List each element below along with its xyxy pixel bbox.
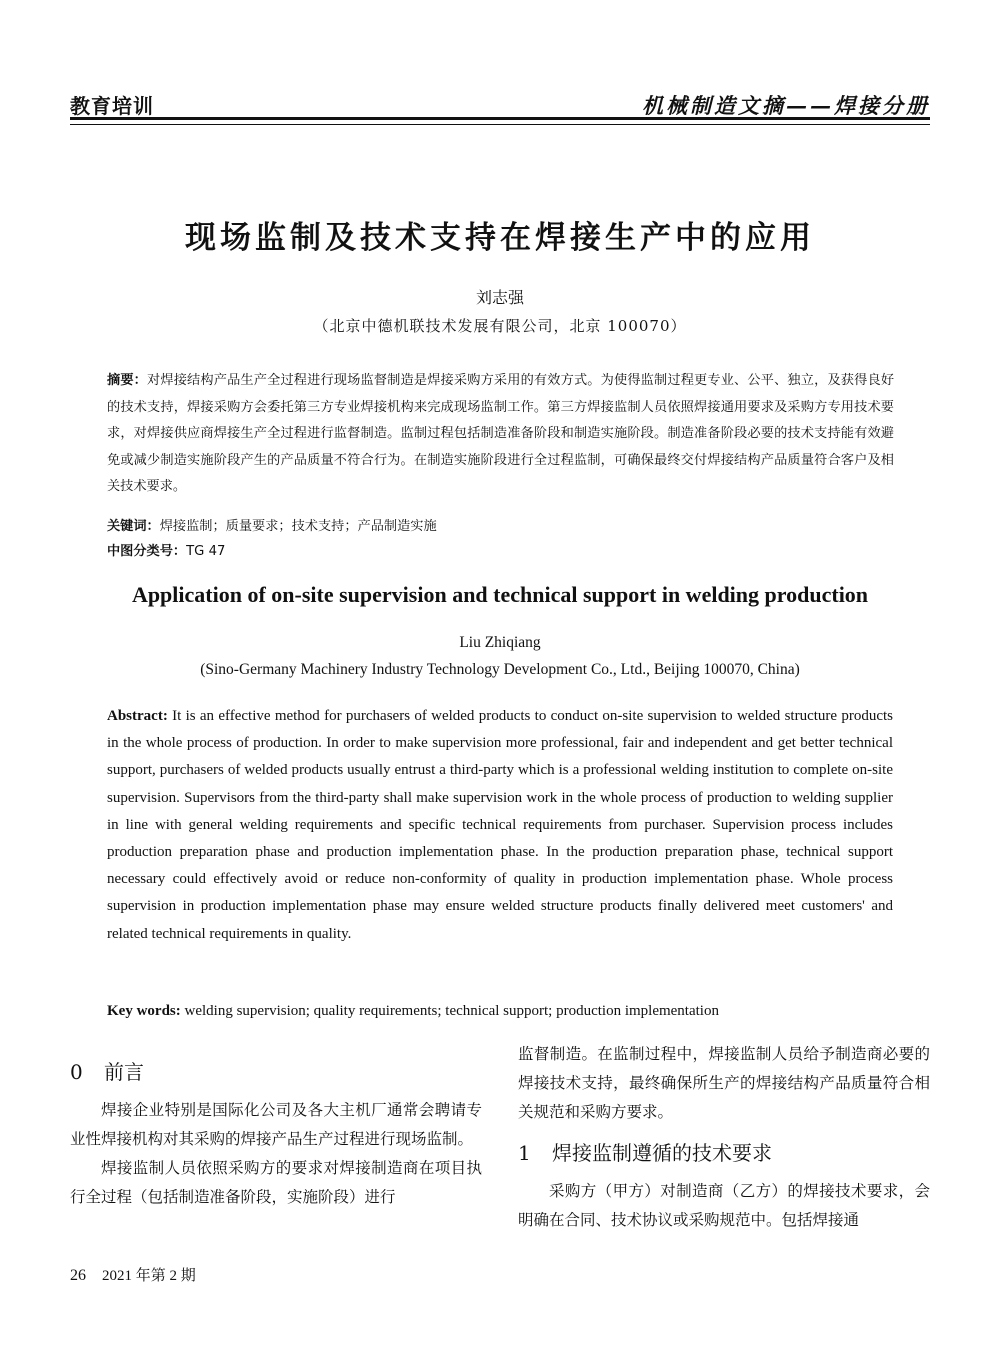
section-number: 0 — [70, 1060, 83, 1084]
page-number: 26 — [70, 1267, 86, 1284]
keywords-english-text: welding supervision; quality requirements; technical support; production implementation — [184, 1003, 719, 1019]
keywords-english — [107, 998, 893, 1024]
abstract-chinese-text: 对焊接结构产品生产全过程进行现场监督制造是焊接采购方采用的有效方式。为使得监制过程更专业、公平、独立，及获得良好的技术支持，焊接采购方会委托第三方专业焊接机构来完成现场监制工作。第三方焊接监制人员依照焊接通用要求及采购方专用技术要求，对焊接供应商焊接生产全过程进行监督制造。监制过程包括制造准备阶段和制造实施阶段。制造准备阶段必要的技术支持能有效避免或减少制造实施阶段产生的产品质量不符合行为。在制造实施阶段进行全过程监制，可确保最终交付焊接结构产品质量符合客户及相关技术要求。 — [107, 373, 895, 494]
issue-info: 2021 年第 2 期 — [102, 1268, 196, 1284]
affiliation-chinese: （北京中德机联技术发展有限公司，北京 100070） — [313, 317, 687, 335]
section-heading-0 — [70, 1052, 482, 1092]
section-title: 焊接监制遵循的技术要求 — [552, 1141, 772, 1165]
body-paragraph: 焊接监制人员依照采购方的要求对焊接制造商在项目执行全过程（包括制造准备阶段，实施阶段）进行 — [70, 1159, 482, 1206]
body-column-left — [70, 1052, 482, 1212]
abstract-chinese — [107, 368, 894, 501]
body-column-right — [518, 1040, 930, 1235]
title-chinese: 现场监制及技术支持在焊接生产中的应用 — [185, 220, 815, 256]
running-header — [70, 84, 930, 120]
page-footer — [70, 1264, 196, 1285]
body-paragraph: 采购方（甲方）对制造商（乙方）的焊接技术要求，会明确在合同、技术协议或采购规范中。包括焊接通 — [518, 1182, 930, 1229]
title-english: Application of on-site supervision and technical support in welding production — [131, 582, 869, 607]
abstract-english — [107, 703, 893, 948]
author-chinese: 刘志强 — [475, 288, 524, 307]
author-english: Liu Zhiqiang — [459, 634, 541, 651]
keywords-chinese — [107, 515, 894, 539]
classification-label: 中图分类号： — [107, 544, 187, 559]
section-number: 1 — [518, 1141, 531, 1165]
keywords-chinese-label: 关键词： — [107, 519, 160, 534]
section-title: 前言 — [104, 1060, 144, 1084]
abstract-english-label: Abstract: — [107, 708, 168, 724]
header-journal-name: 机械制造文摘——焊接分册 — [642, 93, 930, 118]
section-heading-1 — [518, 1133, 930, 1173]
affiliation-english: (Sino-Germany Machinery Industry Technology Development Co., Ltd., Beijing 100070, China) — [200, 661, 800, 678]
abstract-english-text: It is an effective method for purchasers of welded products to conduct on-site supervision to welded structure products in the whole process of production. In order to make supervision more professional, fair and independent and get better technical support, purchasers of welded products usually entrust a third-party which is a professional welding institution to complete on-site supervision. Supervisors from the third-party shall make supervision work in the whole process of production to welding supplier in line with general welding requirements and specific technical requirements from purchaser. Supervision process includes production preparation phase and production implementation phase. In the production preparation phase, technical support necessary could effectively avoid or reduce non-conformity of quality in production implementation phase. Whole process supervision in production implementation phase may ensure welded structure products finally delivered meet customers' and related technical requirements in quality. — [107, 708, 893, 942]
keywords-english-label: Key words: — [107, 1003, 181, 1019]
body-paragraph: 焊接企业特别是国际化公司及各大主机厂通常会聘请专业性焊接机构对其采购的焊接产品生产过程进行现场监制。 — [70, 1101, 482, 1148]
body-paragraph: 监督制造。在监制过程中，焊接监制人员给予制造商必要的焊接技术支持，最终确保所生产的焊接结构产品质量符合相关规范和采购方要求。 — [518, 1045, 930, 1121]
header-rule-thin — [70, 124, 930, 125]
classification-value: TG 47 — [186, 544, 226, 559]
header-section-label: 教育培训 — [70, 94, 154, 118]
keywords-chinese-text: 焊接监制；质量要求；技术支持；产品制造实施 — [159, 519, 437, 534]
header-rule — [70, 117, 930, 120]
classification-number — [107, 540, 894, 564]
abstract-chinese-label: 摘要： — [107, 373, 148, 388]
